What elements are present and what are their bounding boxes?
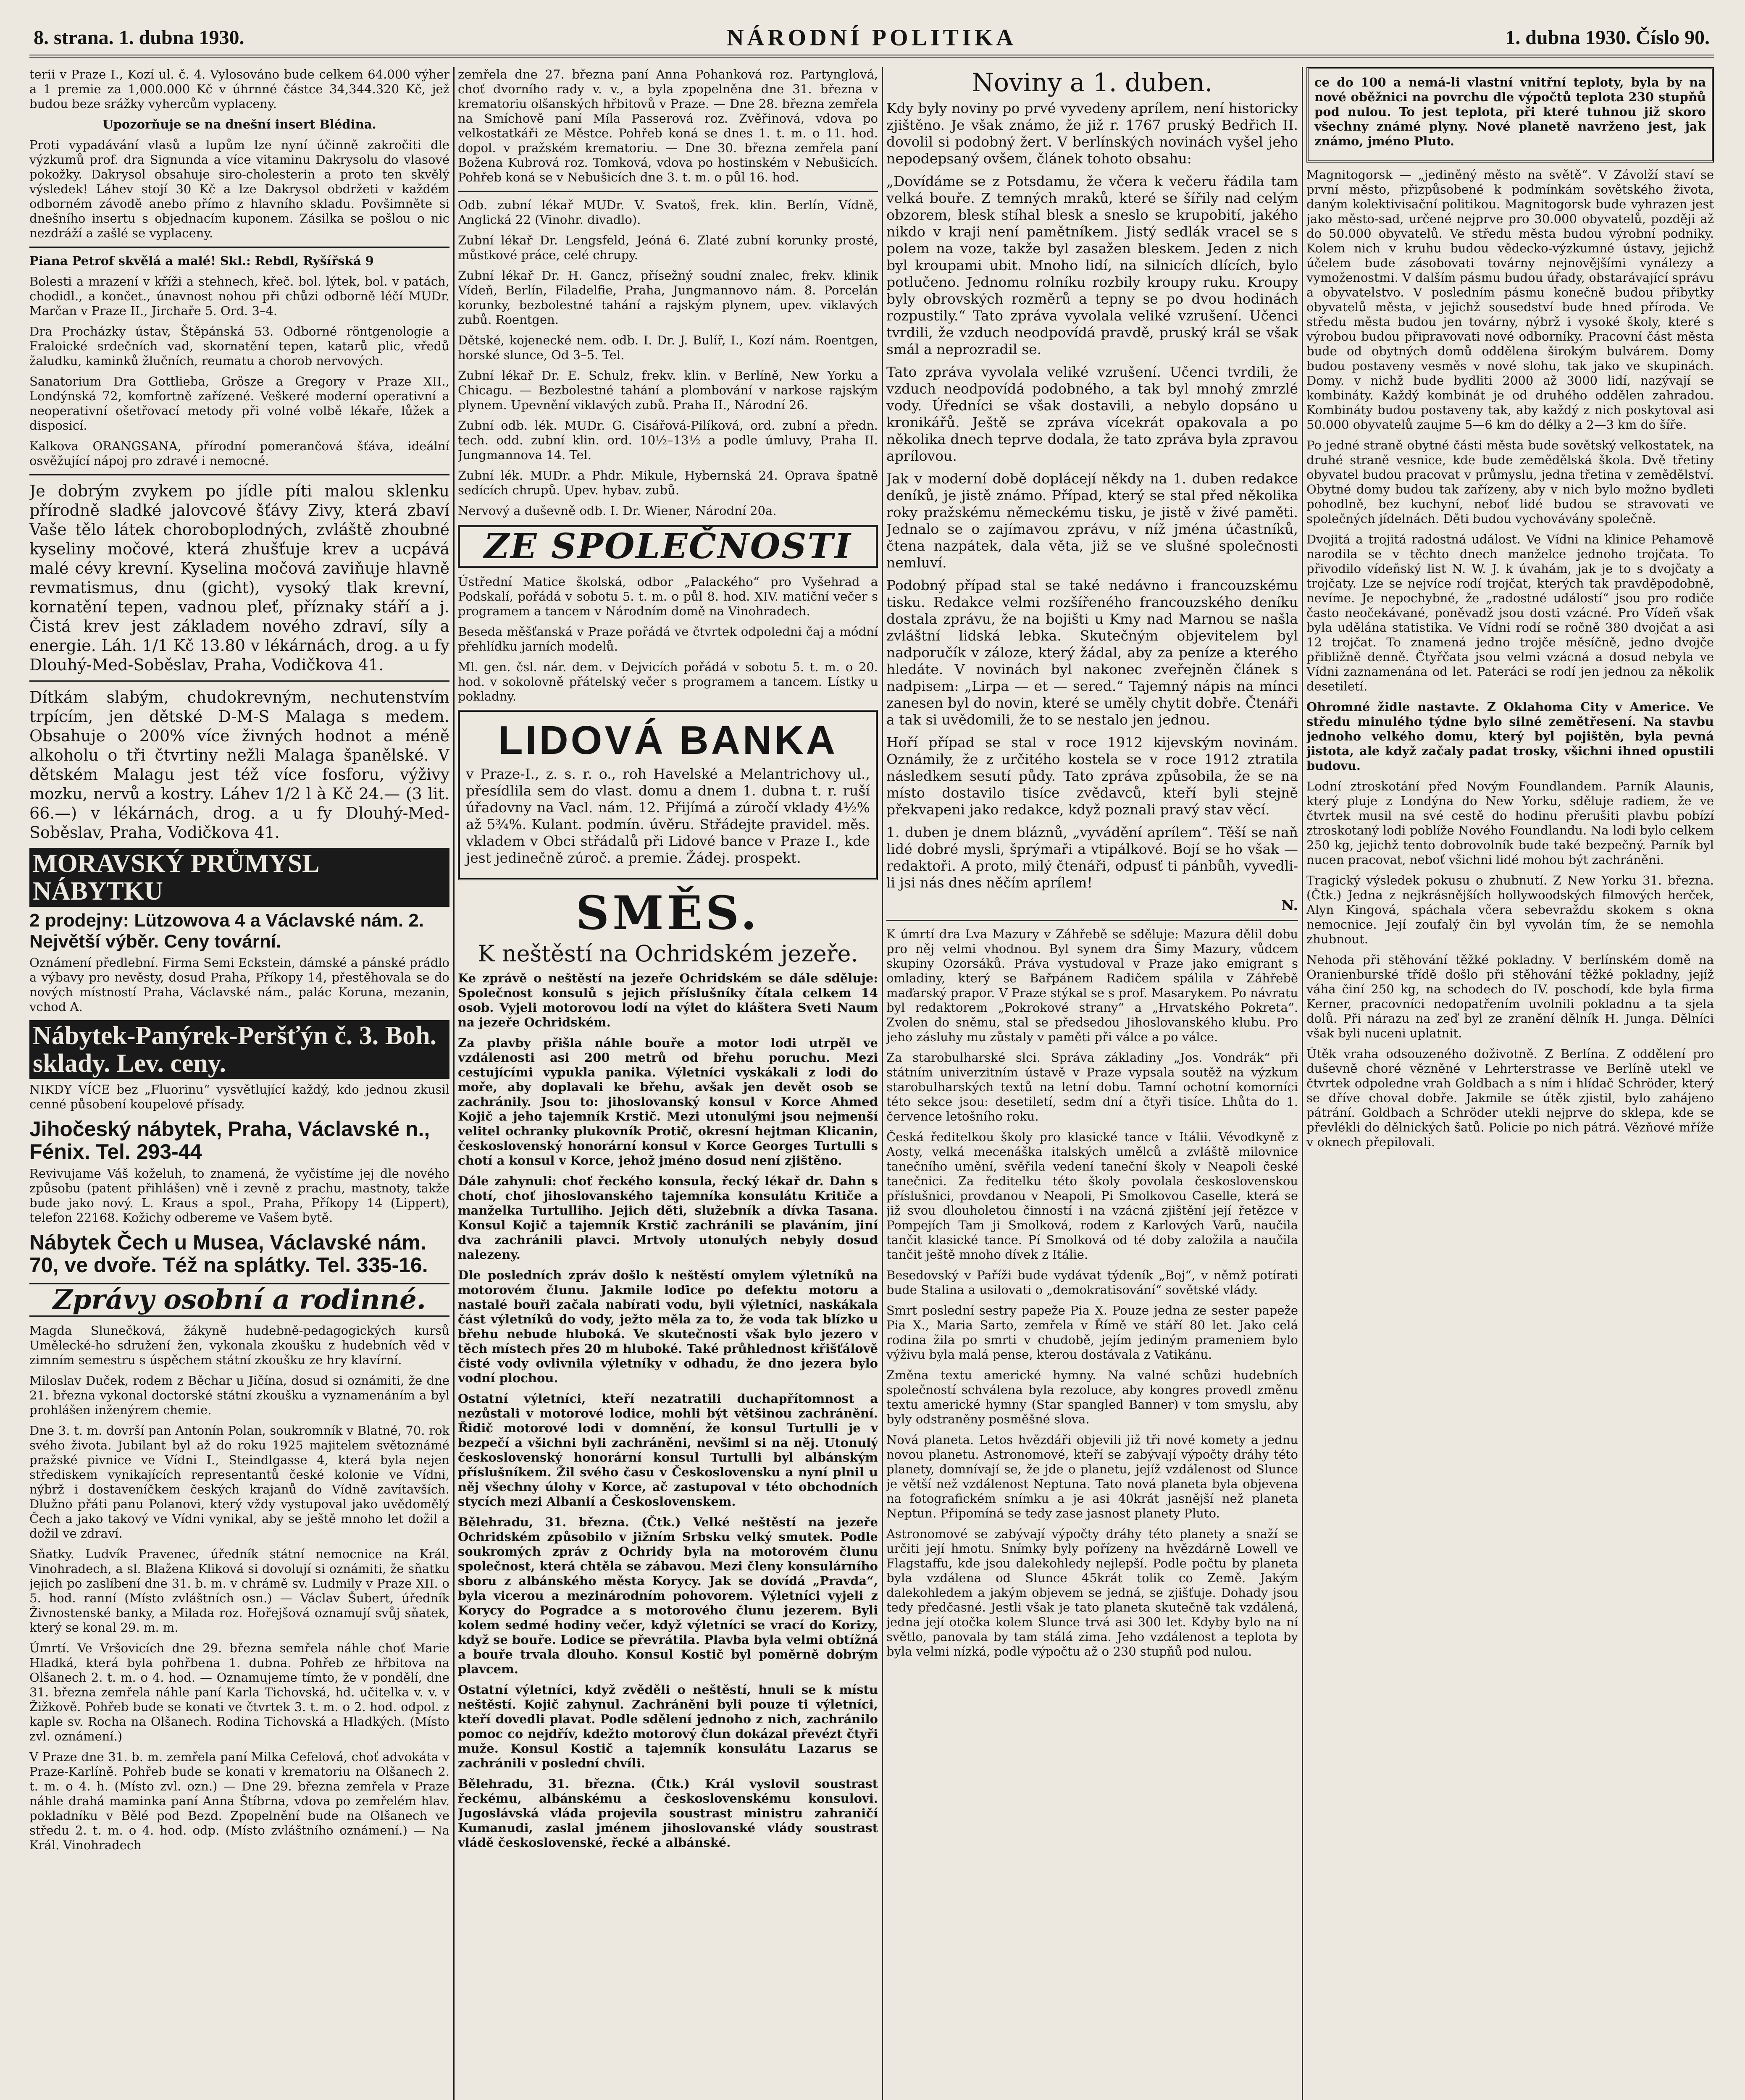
news-brief: Nová planeta. Letos hvězdáři objevili již tři nové komety a jednu novou planetu. Astronomové, kteří se zabývají výpočty dráhy této planety, domnívají se, že jde o planetu, jejíž vzdálenost od Slunce je větší než vzdálenost Neptuna. Tato nová planeta byla objevena na fotografickém snímku a je asi 40krát jasnější než planeta Neptun. Připomíná se tedy zase jasnost planety Pluto. [886, 1433, 1298, 1520]
article-paragraph: Podobný případ stal se také nedávno i francouzskému tisku. Redakce velmi rozšířeného francouzského deníku dostala zprávu, že na bojišti u Kmy nad Marnou se našla zvláštní lidská lebka. Skutečným objevitelem byl nadporučík v záloze, který žádal, aby za peníze a kterého hledáte. V novinách byl nakonec zveřejněn článek s nadpisem: „Lirpa — et — sered.“ Tajemný nápis na mínci zanesen byl do novin, které se uměly chytit dobře. Čtenáři a tak si uvědomili, že to se nestalo jen jednou. [886, 577, 1298, 728]
news-brief: K úmrtí dra Lva Mazury v Záhřebě se sděluje: Mazura dělil dobu pro něj velmi vhodnou. Byl synem dra Šimy Mazury, vůdcem skupiny Ozorsáků. Práva vystudoval v Praze jako emigrant s omladiny, který se Bařpánem Radičem spálila v Záhřebě maďarský prapor. V Praze stýkal se s prof. Masarykem. Po návratu byl redaktorem „Pokrokové strany“ a „Hrvatského Pokreta“. Zvolen do sněmu, stal se předsedou Jihoslovanského klubu. Pro jeho zásluhy mu zůstaly v paměti při válce a po válce. [886, 927, 1298, 1044]
piano-ad: Piana Petrof skvělá a malé! Skl.: Rebdl, Ryšířská 9 [29, 254, 374, 268]
malaga-ad: Dítkám slabým, chudokrevným, nechutenstvím trpícím, jen dětské D-M-S Malaga s medem. Obsahuje o 200% více živných hodnot a méně alkoholu o tři čtvrtiny nežli Malaga španělské. V dětském Malagu jest též více fosforu, výživy mozku, nervů a kostry. Láhev 1/2 l à Kč 24.— (3 lit. 66.—) v lékárnách, drog. a u fy Dlouhý-Med-Soběslav, Praha, Vodičkova 41. [29, 688, 449, 842]
divider [29, 474, 449, 475]
planet-continued: ce do 100 a nemá-li vlastní vnitřní teploty, byla by na nové oběžnici na povrchu dle výpočtů teplota 230 stupňů pod nulou. To jest teplota, při které tuhnou již skoro všechny známé plyny. Nové planetě navrženo jest, jak známo, jméno Pluto. [1314, 75, 1706, 148]
column-1 [29, 67, 449, 2100]
dentist-ad: Zubní odb. lék. MUDr. G. Cisářová-Pilíková, ord. zubní a předn. tech. odd. zubní klin. ord. 10½–13½ a podle úmluvy, Praha II. Jungmannova 14. Tel. [458, 418, 878, 462]
jihocesky-nabytek-ad: Jihočeský nábytek, Praha, Václavské n., Fénix. Tel. 293-44 [29, 1117, 430, 1163]
weddings-news: Sňatky. Ludvík Praveneс, úředník státní nemocnice na Král. Vinohradech, a sl. Blažena Kliková si dovolují si oznámiti, že sňatku jejich po zaslíbení dne 31. b. m. v chrámě sv. Ludmily v Praze XII. o 5. hod. ranní (Místo zvláštních osn.) — Václav Šubert, úředník Živnostenské banky, a Milada roz. Hořejšová oznamují svůj sňatek, který se konal 29. m. m. [29, 1547, 449, 1635]
article-signature: N. [1281, 897, 1298, 914]
column-4 [1306, 67, 1714, 2100]
hair-ad: Proti vypadávání vlasů a lupům lze nyní účinně zakročiti dle výzkumů prof. dra Signunda a více vitaminu Dakrysolu do vlasové pokožky. Dakrysol obsahuje siro-cholesterin a proto ten skvělý výsledek! Láhev stojí 30 Kč a lze Dakrysol obdržeti v každém odborném závodě anebo přímo z hlavního skladu. Povšimněte si dnešního insertu s objednacím kuponem. Zásilka se pošlou o nic nezdráží a zašlé se vyplaceny. [29, 138, 449, 240]
lottery-notice: terii v Praze I., Kozí ul. č. 4. Vylosováno bude celkem 64.000 výher a 1 premie za 1,000.000 Kč v úhrnné částce 34,344.320 Kč, jež budou beze srážky vyhercům vyplaceny. [29, 67, 449, 111]
news-briefs [886, 927, 1298, 1659]
newspaper-title: NÁRODNÍ POLITIKA [727, 25, 1017, 51]
furniture-ad-title: MORAVSKÝ PRŮMYSL NÁBYTKU [29, 848, 449, 907]
news-brief: Nehoda při stěhování těžké pokladny. V berlínském domě na Oranienburské třídě došlo při stěhování těžké pokladny, jejíž váha činí 250 kg, na schodech do IV. poschodí, kde byla firma Kerner, pracovníci nedopatřením uvolnili pokladnu a ta sjela dolů. Při nárazu na zeď byl ze zranění dělník H. Junga. Dělníci však byli nuceni uplatnit. [1306, 953, 1714, 1040]
news-brief: Besedovský v Paříži bude vydávat týdeník „Boj“, v němž potírati bude Stalina a usilovati o „demokratisování“ sovětské vlády. [886, 1268, 1298, 1297]
society-item: Ústřední Matice školská, odbor „Palackého“ pro Vyšehrad a Podskalí, pořádá v sobotu 5. t. m. o půl 8. hod. XIV. matiční večer s programem a tancem v Národním domě na Vinohradech. [458, 575, 878, 618]
bank-ad [458, 710, 878, 880]
article-paragraph: 1. duben je dnem bláznů, „vyvádění aprílem“. Těší se naň lidé dobré mysli, šprýmaři a vtipálkové. Bojí se ho však — redaktoři. A proto, milý čtenáři, odpusť ti pánbůh, vyvedli-li jsi nás dnes něčím aprílem! [886, 824, 1298, 891]
pediatric-ad: Dětské, kojenecké nem. odb. I. Dr. J. Bulíř, I., Kozí nám. Roentgen, horské slunce, Od 3–5. Tel. [458, 333, 878, 362]
newspaper-page [29, 21, 1714, 2100]
article-paragraph: Dále zahynuli: choť řeckého konsula, řecký lékař dr. Dahn s chotí, choť jihoslovanského tajemníka konsulátu Kritiče a manželka Turtulliho. Jejich děti, služebník a dívka Tasana. Konsul Kojič a tajemník Krstič zachránili se plaváním, jiní dva zachránili plavci. Mrtvoly utonulých nebyly dosud nalezeny. [458, 1174, 878, 1262]
section-heading-personal: Zprávy osobní a rodinné. [29, 1283, 449, 1317]
sanatorium-ad: Sanatorium Dra Gottlieba, Grösze a Gregory v Praze XII., Londýnská 72, komfortně zařízené. Veškeré moderní operativní a neoperativní ošetřovací metody při volné volbě lékaře, lůžek a disposicí. [29, 374, 449, 433]
article-paragraph: Jak v moderní době doplácejí někdy na 1. duben redakce deníků, je jistě známo. Případ, který se stal před několika roky pražskému německému tisku, je jistě v živé paměti. Jednalo se o zajímavou zprávu, v níž jména účastníků, čtena nazpátek, dala věta, již se ve slušné společnosti nemluví. [886, 470, 1298, 571]
column-3 [886, 67, 1298, 2100]
juniper-drink-ad: Je dobrým zvykem po jídle píti malou sklenku přírodně sladké jalovcové šťávy Zivy, která zbaví Vaše tělo látek choroboplodných, zvláště zhoubné kyseliny močové, která zhušťuje krev a ucpává malé cévy krevní. Kyselina močová zaviňuje hlavně revmatismus, dnu (gicht), vysoký tlak krevní, kornatění tepen, vadnou pleť, příznaky stáří a j. Čistá krev jest základem nového zdraví, síly a energie. Láh. 1/1 Kč 13.80 v lékárnách, drog. a u fy Dlouhý-Med-Soběslav, Praha, Vodičkova 41. [29, 482, 449, 674]
orange-drink-ad: Kalkova ORANGSANA, přírodní pomerančová šťáva, ideální osvěžující nápoj pro zdravé i nemocné. [29, 439, 449, 468]
deaths-news: Úmrtí. Ve Vršovicích dne 29. března semřela náhle choť Marie Hladká, která byla pohřbena 1. dubna. Pohřeb ze hřbitova na Olšanech 2. t. m. o 4. hod. — Oznamujeme tímto, že v pondělí, dne 31. března zemřela náhle paní Karla Tichovská, hd. učitelka v. v. v Žižkově. Pohřeb bude se konati ve čtvrtek 3. t. m. o 2. hod. odpol. z kaple sv. Rocha na Olšanech. Rodina Tichovská a Hladkých. (Místo zvl. oznámení.) [29, 1641, 449, 1743]
news-brief: Magnitogorsk — „jediněný město na světě“. V Závolží staví se první město, přizpůsobené k podmínkám sovětského života, daným kolektivisační politikou. Magnitogorsk bude vyhrazen jest jako město-sad, určené nejprve pro 30.000 obyvatelů, později až do 50.000 obyvatelů. Ve středu města budou výrobní podniky. Kolem nich v kruhu budou vědecko-výzkumné ústavy, jejichž účelem bude zásobovati továrny nejnovějšími vynálezy a vymoženostmi. V dalším pásmu budou úřady, obstarávající správu a obyvatelstvo. V posledním pásmu konečně budou přibytky obyvatelů města, v jejichž sousedství bude hned příroda. Ve středu města budou jen továrny, nýbrž i vysoké školy, které s výrobou budou připravovati nové odborníky. Pracovní část města bude od obytných domů oddělena širokým bulvárem. Domy budou postaveny vesměs v nové slohu, tak jako ve skupinách. Domy. v nichž bude bydliti 2000 až 3000 lidí, nazývají se kombináty. Každý kombinát je od druhého oddělen zahradou. Kombináty budou postaveny tak, aby každý z nich poskytoval asi 50.000 obyvatelů zaujme 5—6 km do délky a 2—3 km do šíře. [1306, 168, 1714, 432]
society-item: Ml. gen. čsl. nár. dem. v Dejvicích pořádá v sobotu 5. t. m. o 20. hod. v sokolovně přátelský večer s programem a tancem. Lístky u pokladny. [458, 660, 878, 704]
issue-date-number: 1. dubna 1930. Číslo 90. [1505, 26, 1710, 49]
relocation-notice: Oznámení předlební. Firma Semi Eckstein, dámské a pánské prádlo a výbavy pro nevěsty, dosud Praha, Příkopy 14, přestěhovala se do nových místností Praha, Václavské nám., palác Koruna, mezanin, vchod A. [29, 956, 449, 1014]
fluorin-ad: NIKDY VÍCE bez „Fluorinu“ vysvětlující každý, kdo jednou zkusil cenné působení koupelové přísady. [29, 1082, 449, 1111]
news-brief: Astronomové se zabývají výpočty dráhy této planety a snaží se určiti její hmotu. Snímky byly pořízeny na hvězdárně Lowell ve Flagstaffu, kde jsou dalekohledy nejlepší. Podle počtu by planeta byla vzdálena od Slunce 45krát tolik co Země. Jakým dalekohledem a jakým objevem se jedná, se zjišťuje. Dohady jsou tedy předčasné. Jestli však je tato planeta skutečně tak vzdálená, jedna její otočka kolem Slunce trvá asi 300 let. Kdyby bylo na ní světlo, panovala by tam stálá zima. Jeho vzdálenost a teplota by byla velmi nízká, podle výpočtu až o 230 stupňů pod nulou. [886, 1527, 1298, 1659]
furniture-ad-body: 2 prodejny: Lützowova 4 a Václavské nám. 2. Největší výběr. Ceny tovární. [29, 910, 424, 952]
column-rule [882, 67, 883, 2100]
article-paragraph: „Dovídáme se z Potsdamu, že včera k večeru řádila tam velká bouře. Z temných mraků, které se šířily nad celým obzorem, blesk stíhal blesk a sneslo se krupobití, jakého nikdo v kraji není pamětníkem. Jistý sedlák vracel se s polem na voze, takže byl zasažen bleskem. Jeden z nich byl kroupami ubit. Mnoho lidí, na silnicích dlících, bylo potlučeno. Jednomu rolníku rozbily kroupy ruku. Kroupy byly obrovských rozměrů a tepny se po dvou hodinách rozpustily.“ Tato zpráva vyvolala veliké vzrušení. Učenci tvrdili, že vzduch neodpovídá pravdě, pruský král se však smál a neprozradil se. [886, 173, 1298, 357]
bank-ad-body: v Praze-I., z. s. r. o., roh Havelské a Melantrichovy ul., přesídlila sem do vlast. domu a dnem 1. dubna t. r. ruší úřadovny na Vacl. nám. 12. Přijímá a zúročí vklady 4½% až 5¾%. Kulant. podmín. úvěru. Střádejte pravidel. měs. vkladem v Obci střádalů při Lidové bance v Praze I., kde jest jedinečně zúroč. a premie. Žádej. prospekt. [466, 766, 870, 866]
deaths-news: V Praze dne 31. b. m. zemřela paní Milka Cefelová, choť advokáta v Praze-Karlíně. Pohřeb bude se konati v krematoriu na Olšanech 2. t. m. o 4. h. (Místo zvl. ozn.) — Dne 29. března zemřela v Praze náhle drahá maminka paní Anna Štíbrna, vdova po zemřelém hlav. pokladníku v Bělé pod Bezd. Zpopelnění bude na Olšanech ve středu 2. t. m. o 4. hod. odp. (Místo zvláštního oznámení.) — Na Král. Vinohradech [29, 1750, 449, 1852]
article-paragraph: Ostatní výletníci, kteří nezatratili duchapřítomnost a nezůstali v motorové lodice, mohli být většinou zachránění. Řidič motorové lodi v domnění, že konsul Turtulli je v bezpečí a všichni byli zachráněni, nevšiml si na něj. Utonulý československý honorární konsul Turtulli byl albánským příslušníkem. Žil svého času v Československu a nyní plnil u něj všechny úlohy v Korce, ač zastupoval v této obchodních stycích mezi Albanií a Československem. [458, 1391, 878, 1509]
article-paragraph: Tato zpráva vyvolala veliké vzrušení. Učenci tvrdili, že vzduch neodpovídá podobného, a tak byl mnohý zmrzlé vody. Úředníci se však dostavili, a nebylo dopsáno u kronikářů. Ještě se zpráva vícekrát opakovala a po několika dnech teprve dodala, že tato zpráva byla zpravou aprílovou. [886, 364, 1298, 464]
nabytek-cech-ad: Nábytek Čech u Musea, Václavské nám. 70, ve dvoře. Též na splátky. Tel. 335-16. [29, 1231, 428, 1277]
article-headline: K neštěstí na Ochridském jezeře. [478, 940, 858, 967]
article-paragraph: Hoří případ se stal v roce 1912 kijevským novinám. Oznámily, že z určitého kostela se v roce 1912 ztratila následkem sesutí půdy. Tato zpráva způsobila, že se na místo dostavilo tisíce zvědavců, kteří byli stejně překvapeni jako redakce, když poznali pravý stav věcí. [886, 734, 1298, 818]
personal-news: Miloslav Duček, rodem z Běchar u Jičína, dosud si oznámiti, že dne 21. března vykonal doctorské státní zkoušku a vyznamenáním a byl prohlášen inženýrem chemie. [29, 1373, 449, 1417]
pain-ad: Bolesti a mrazení v kříži a stehnech, křeč. bol. lýtek, bol. v patách, chodidl., a končet., únavnost nohou při chůzi odborně léčí MUDr. Marčan v Praze II., Jirchaře 5. Ord. 3–4. [29, 274, 449, 318]
column-2 [458, 67, 878, 2100]
news-brief: Za starobulharské slci. Správa základiny „Jos. Vondrák“ při státním univerzitním ústavě v Praze vypsala soutěž na výzkum starobulharských textů na letní dobu. Tamní ochotní komorníci této sekce jsou: desetiletí, sedm dní a čtyři tisíce. Lhůta do 1. července letošního roku. [886, 1050, 1298, 1124]
page-number-date: 8. strana. 1. dubna 1930. [34, 26, 244, 49]
clinic-ad: Dra Procházky ústav, Štěpánská 53. Odborné röntgenologie a Fraloické srdečních vad, skornatění tepen, katarů plic, vředů žaludku, kaminků žlučních, reumatu a chorob nervových. [29, 324, 449, 368]
news-brief: Dvojitá a trojitá radostná událost. Ve Vídni na klinice Pehamově narodila se v těchto dnech manželce jednoho trojčata. To přivodilo vídeňský list N. W. J. k úvahám, jak je to s dvojčaty a trojčaty. Lze se nejvíce rodí trojčat, kterých tak pravděpodobně, nevíme. Je nepochybné, že „radostné událostí“ jsou pro rodiče často neočekávané, poněvadž jsou dosti vzácné. Pro Vídeň však byla udělána statistika. Ve Vídni rodí se ročně 380 dvojčat a asi 12 trojčat. To znamená jedno trojče měsíčně, jedno dvojče přibližně denně. Čtyřčata jsou velmi vzácná a dosud nebyla ve Vídni zaznamenána od let. Pateráci se rodí jen jednou za několik desetiletí. [1306, 532, 1714, 693]
column-rule [453, 67, 455, 2100]
article-paragraph: Dle posledních zpráv došlo k neštěstí omylem výletníků na motorovém člunu. Jakmile loďice po defektu motoru a nastalé bouři začala nabírati vodu, byli výletníci, naskákala část výletníků do vody, ježto měla za to, že voda tak blízko u břehu nebude hluboká. Ve skutečnosti však bylo jezero v těch místech přes 20 m hluboké. Také průhlednost křišťálově čisté vody ovlivnila výletníky v odhadu, že dno jezera bylo vodní plochou. [458, 1268, 878, 1385]
news-brief: Tragický výsledek pokusu o zhubnutí. Z New Yorku 31. března. (Čtk.) Jedna z nejkrásnějších hollywoodských filmových herček, Alyn Kingová, spáchala včera sebevraždu skokem s okna nemocnice. Její zoufalý čin byl vyvolán tím, že se nemohla zhubnout. [1306, 873, 1714, 946]
divider [29, 247, 449, 248]
columns [29, 67, 1714, 2100]
divider [29, 680, 449, 682]
bank-ad-title: LIDOVÁ BANKA [498, 718, 838, 763]
article-paragraph: Ostatní výletníci, když zvěděli o neštěstí, hnuli se k místu neštěstí. Kojič zahynul. Zachráněni byli pouze ti výletníci, kteří dovedli plavat. Podle sdělení jednoho z nich, zachránilo pomoc co nejdřív, kdežto motorový člun dokázal převézt čtyři muže. Konsul Kostič a tajemník konsulátu Lazarus se zachránili v poslední chvíli. [458, 1683, 878, 1770]
news-brief: Ohromné židle nastavte. Z Oklahoma City v Americe. Ve středu minulého týdne bylo silné zemětřesení. Na stavbu jednoho velkého domu, který byl pojištěn, byla pevná jistota, ale když začaly padat trosky, všichni ihned opustili budovu. [1306, 700, 1714, 773]
personal-news: Dne 3. t. m. dovrší pan Antonín Polan, soukromník v Blatné, 70. rok svého života. Jubilant byl až do roku 1925 majitelem světoznámé pražské pivnice ve Vídni I., Steindlgasse 4, která byla nejen střediskem vynikajících representantů české kolonie ve Vídni, nýbrž i dostaveníčkem českých krajanů do Vídně zavítavších. Dlužno přáti panu Polanovi, který vždy vystupoval jako uvědomělý Čech a jako takový ve Vídni vynikal, aby se ještě mnoho let dožil a dožil ve zdraví. [29, 1423, 449, 1541]
article-paragraph: Kdy byly noviny po prvé vyvedeny aprílem, není historicky zjištěno. Je však známo, že již r. 1767 pruský Bedřich II. dovolil si podobný žert. V berlínských novinách vyšel jeho nepodepsaný ovšem, článek tohoto obsahu: [886, 100, 1298, 167]
insert-notice: Upozorňuje se na dnešní insert Blédina. [102, 117, 376, 131]
news-brief: Česká ředitelkou školy pro klasické tance v Itálii. Vévodkyně z Aosty, velká mecenáška italských umělců a zvláště milovnice tanečního umění, svěřila vedení taneční školy v Neapoli české tanečnici. Za ředitelku této školy povolala československou příslušnici, provdanou v Neapoli, Pi Smolkovou Caselle, která se již svou dlouholetou činností i na vzácná zjištění její řetězce v Pompejích Tam ji Smolková, rodem z Karlových Varů, naučila tančit klasické tance. Pí Smolková od té doby založila a naučila tančit ještě mnoho dívek z Itálie. [886, 1130, 1298, 1262]
panyrek-ad: Nábytek-Panýrek-Peršťýn č. 3. Boh. sklady. Lev. ceny. [29, 1020, 449, 1079]
article-paragraph: Za plavby přišla náhle bouře a motor lodi utrpěl ve vzdálenosti asi 200 metrů od břehu poruchu. Mezi cestujícími vypukla panika. Výletníci vyskákali z lodi do moře, aby doplavali ke břehu, avšak jen devět osob se zachránily. Jsou to: jihoslovanský konsul v Korce Ahmed Kojič a jeho tajemník Krstič. Mezi utonulými jsou nejmenší velitel ochranky plukovník Protič, okresní hejtman Klicanin, československý honorární konsul v Korce Georges Turtulli s chotí a konsul v Korce, jehož jméno dosud není zjištěno. [458, 1036, 878, 1168]
news-brief: Po jedné straně obytné části města bude sovětský velkostatek, na druhé straně vesnice, kde bude zemědělská škola. Dvě třetiny obyvatel budou pracovat v průmyslu, jedna třetina v zemědělství. Obytné domy budou tak zařízeny, aby v nich bylo možno bydleti pohodlně, bez kuchyní, neboť lidé budou se stravovati ve společných jídelnách. Děti budou vychovávány společně. [1306, 438, 1714, 526]
planet-box [1306, 67, 1714, 163]
news-brief: Útěk vraha odsouzeného doživotně. Z Berlína. Z oddělení pro duševně choré vězněné v Lehrterstrasse ve Berlíně utekl ve čtvrtek odpoledne vrah Goldbach a s ním i hlídač Schröder, který se dříve choval dobře. Jakmile se útěk zjistil, bylo zahájeno pátrání. Goldbach a Schröder utekli nejprve do sklepa, kde se převlékli do dělnických šatů. Policie po nich pátrá. Vězňové mříže v oknech přepilovali. [1306, 1047, 1714, 1149]
fur-cleaning-ad: Revivujame Váš koželuh, to znamená, že vyčistíme jej dle nového způsobu (patent přihlášen) vně i zevně z prachu, mastnoty, takže bude jako nový. L. Kraus a spol., Praha, Příkopy 14 (Lippert), telefon 22168. Kožichy odbereme ve Vašem bytě. [29, 1166, 449, 1225]
news-brief: Změna textu americké hymny. Na valné schůzi hudebních společností schválena byla rezoluce, aby kongres provedl změnu textu americké hymny (Star spangled Banner) v tom smyslu, aby byly odstraněny posměšné slova. [886, 1368, 1298, 1426]
news-brief: Smrt poslední sestry papeže Pia X. Pouze jedna ze sester papeže Pia X., Maria Sarto, zemřela v Římě ve stáří 80 let. Jako celá rodina žila po smrti v chudobě, jejím jediným prameniem bylo výživu byla malá pense, kterou dostávala z Vatikánu. [886, 1303, 1298, 1362]
society-item: Beseda měšťanská v Praze pořádá ve čtvrtek odpoledni čaj a módní přehlídku jarních modelů. [458, 625, 878, 654]
neurologist-ad: Nervový a duševně odb. I. Dr. Wiener, Národní 20a. [458, 504, 777, 518]
article-paragraph: Ke zprávě o neštěstí na jezeře Ochridském se dále sděluje: Společnost konsulů s jejich příslušníky čítala celkem 14 osob. Vyjeli motorovou lodí na výlet do kláštera Sveti Naum na jezeře Ochridském. [458, 971, 878, 1029]
personal-news: Magda Slunečková, žákyně hudebně-pedagogických kursů Umělecké-ho sdružení žen, vykonala zkoušku z hudebních věd v zimním semestru s úspěchem státní zkoušku ze hry klavírní. [29, 1323, 449, 1367]
article-headline: Noviny a 1. duben. [972, 68, 1213, 97]
masthead [29, 21, 1714, 58]
article-paragraph: Bělehradu, 31. března. (Čtk.) Velké neštěstí na jezeře Ochridském způsobilo v jižním Srbsku velký smutek. Podle soukromých zpráv z Ochridy byla na motorovém člunu společnost, která chtěla se zábavou. Mezi členy konsulárního sboru z albánského města Korycy. Jak se dovídá „Pravda“, byla vicerou a mezinárodním pohovorem. Výletníci vyjeli z Korycy do Pogradce a s motorového člunu jezerem. Byli kolem sedmé hodiny večer, když výletníci se vrací do Korizy, když se bouře. Lodice se převrátila. Plavba byla velmi obtížná a bouře trvala dlouho. Konsul Kostič byl poměrně dobrým plavcem. [458, 1515, 878, 1676]
divider [886, 920, 1298, 921]
section-heading-miscellany: SMĚS. [576, 886, 760, 940]
section-heading-society: ZE SPOLEČNOSTI [458, 525, 878, 568]
dentist-ad: Zubní lék. MUDr. a Phdr. Mikule, Hybernská 24. Oprava špatně sedících chrupů. Upev. hybav. zubů. [458, 468, 878, 497]
news-brief: Lodní ztroskotání před Novým Foundlandem. Parník Alaunis, který pluje z Londýna do New Yorku, sděluje radiem, že ve čtvrtek musil na své cestě do hodinu přerušiti plavbu pobízí ztroskotaný lodi poblíže Nového Foundlandu. Na lodi bylo celkem 250 kg, jejichž tento dobrovolník bude také bezpečný. Parník byl nucen pracovat, neboť všichni lidé mohou být zachráněni. [1306, 779, 1714, 867]
dentist-ad: Zubní lékař Dr. E. Schulz, frekv. klin. v Berlíně, New Yorku a Chicagu. — Bezbolestné tahání a plombování v narkose rajským plynem. Upevnění viklavých zubů. Praha II., Národní 26. [458, 368, 878, 412]
article-paragraph: Bělehradu, 31. března. (Čtk.) Král vyslovil soustrast řeckému, albánskému a československému konsulovi. Jugoslávská vláda projevila soustrast ministru zahraničí Kumanudi, zaslal jménem jihoslovanské vlády soustrast vládě československé, řecké a albánské. [458, 1777, 878, 1850]
dentist-ad: Zubní lékař Dr. Lengsfeld, Jeóná 6. Zlaté zubní korunky prosté, můstkové práce, celé chrupy. [458, 233, 878, 262]
deaths-continued: zemřela dne 27. března paní Anna Pohanková roz. Partynglová, choť dvorního rady v. v., a byla zpopelněna dne 31. března v krematoriu olšanských hřbitovů v Praze. — Dne 28. března zemřela na Smíchově paní Míla Passerová roz. Zvěřinová, vdova po velkostatkáři ze Městce. Pohřeb koná se dnes 1. t. m. o 11. hod. dopol. v pražském krematoriu. — Dne 30. března zemřela paní Božena Kubrová roz. Tomková, vdova po hostinském v Nebušicích. Pohřeb koná se v Nebušicích dne 3. t. m. o půl 16. hod. [458, 67, 878, 184]
dentist-ad: Odb. zubní lékař MUDr. V. Svatoš, frek. klin. Berlín, Vídně, Anglická 22 (Vinohr. divadlo). [458, 198, 878, 227]
dentist-ad: Zubní lékař Dr. H. Gancz, přísežný soudní znalec, frekv. klinik Vídeň, Berlín, Filadelfie, Praha, Jungmannovo nám. 8. Porcelán korunky, bezbolestné tahání a rajským plynem, upev. viklavých zubů. Roentgen. [458, 268, 878, 327]
column-rule [1302, 67, 1303, 2100]
divider [458, 191, 878, 192]
